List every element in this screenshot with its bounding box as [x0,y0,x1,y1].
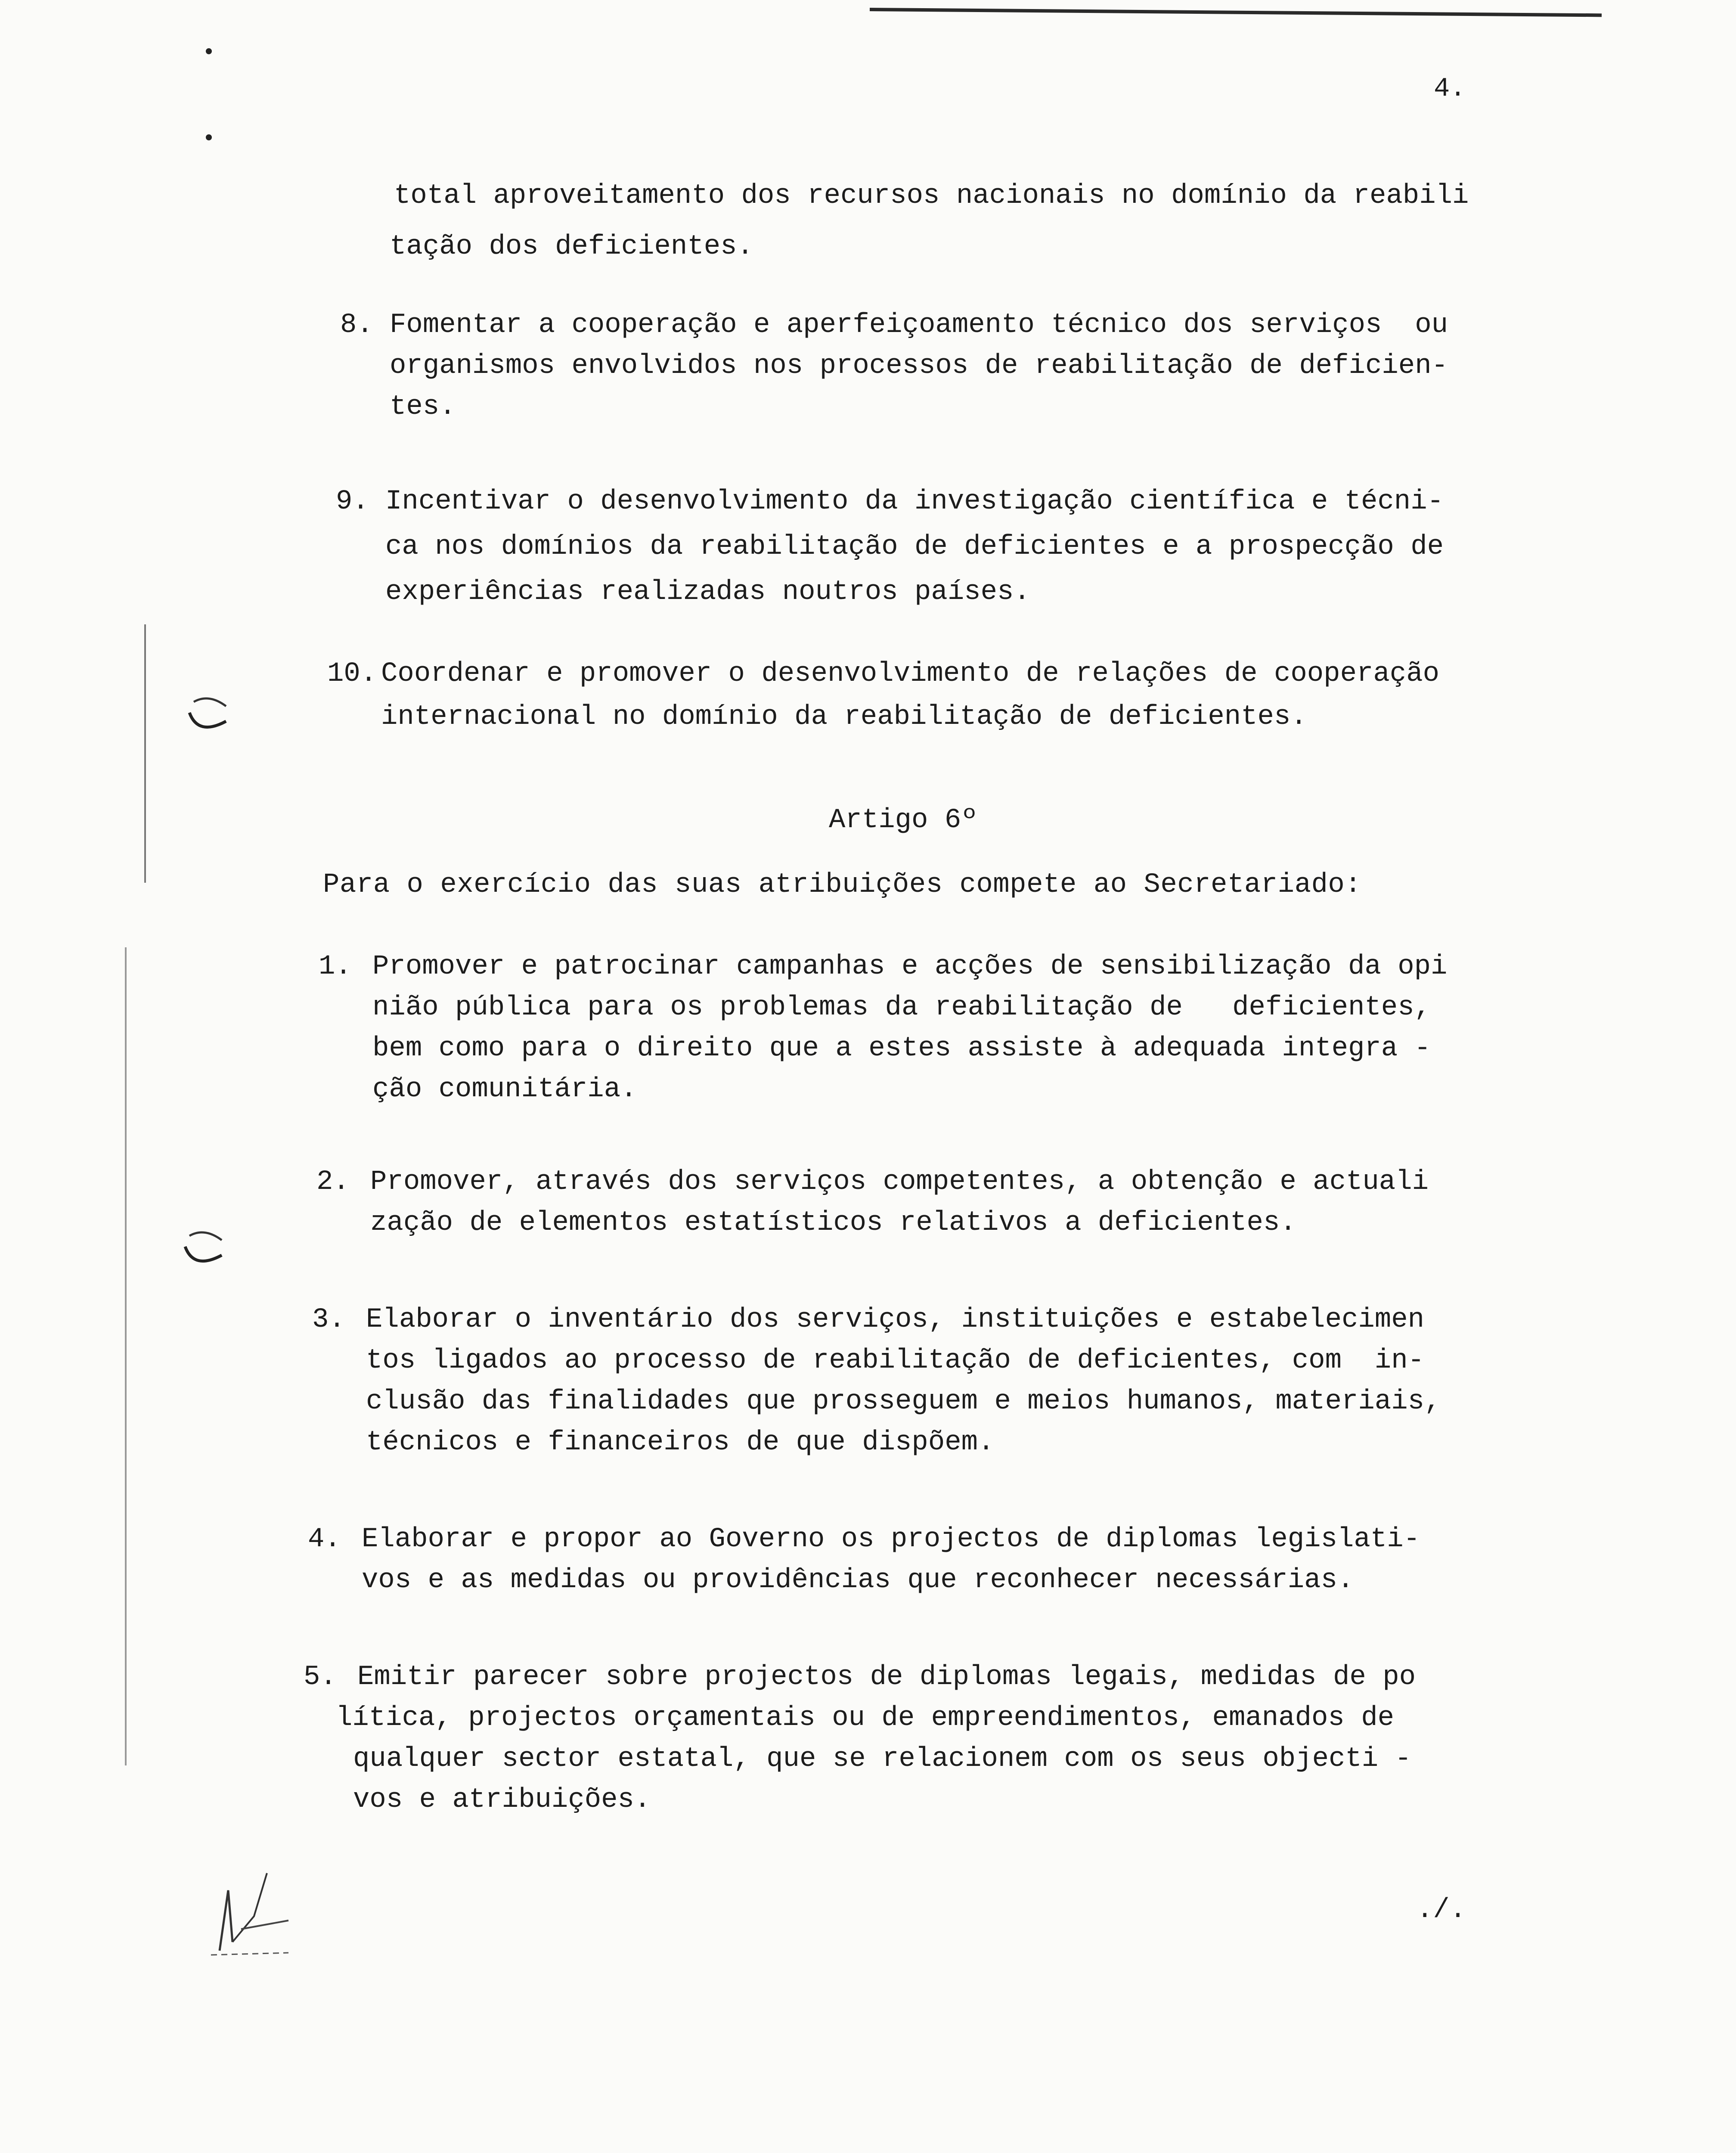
list-item-line: tes. [390,391,456,422]
list-item-number: 9. [336,486,369,517]
list-item-line: Promover e patrocinar campanhas e acções de sensibilização da opi [372,951,1448,982]
list-item-line: experiências realizadas noutros países. [385,577,1030,608]
list-item-line: Elaborar e propor ao Governo os projectos de diplomas legislati- [362,1524,1420,1555]
list-item-line: Promover, através dos serviços competentes, a obtenção e actuali [370,1166,1429,1197]
list-item-line: vos e as medidas ou providências que reconhecer necessárias. [362,1565,1354,1596]
list-item-number: 3. [312,1304,345,1335]
margin-dot [206,48,212,54]
top-rule [870,8,1602,17]
list-item-line: lítica, projectos orçamentais ou de empreendimentos, emanados de [336,1703,1394,1734]
list-item-line: Fomentar a cooperação e aperfeiçoamento técnico dos serviços ou [390,310,1448,341]
list-item-line: organismos envolvidos nos processos de reabilitação de deficien- [390,351,1448,382]
list-item-line: ca nos domínios da reabilitação de deficientes e a prospecção de [385,531,1444,562]
continuation-mark: ./. [1417,1895,1466,1926]
list-item-number: 1. [319,951,352,982]
list-item-line: zação de elementos estatísticos relativos a deficientes. [370,1207,1296,1238]
list-item-line: tos ligados ao processo de reabilitação de deficientes, com in- [366,1345,1424,1376]
list-item-line: clusão das finalidades que prosseguem e meios humanos, materiais, [366,1386,1441,1417]
article-intro: Para o exercício das suas atribuições compete ao Secretariado: [323,869,1362,900]
list-item-line: ção comunitária. [372,1074,637,1105]
list-item-line: qualquer sector estatal, que se relacionem com os seus objecti - [353,1743,1411,1775]
list-item-line: vos e atribuições. [353,1784,651,1815]
list-item-number: 4. [308,1524,341,1555]
margin-line [144,624,146,883]
page-number: 4. [1434,73,1466,104]
article-heading: Artigo 6º [829,805,978,836]
margin-dot [206,134,212,140]
list-item-line: Incentivar o desenvolvimento da investigação científica e técni- [385,486,1444,517]
list-item-number: 8. [340,310,373,341]
punch-hole-icon [185,689,232,736]
list-item-line: Elaborar o inventário dos serviços, instituições e estabelecimen [366,1304,1424,1335]
list-item-line: técnicos e financeiros de que dispõem. [366,1427,995,1458]
list-item-line: Coordenar e promover o desenvolvimento de relações de cooperação [381,658,1439,689]
list-item-line: bem como para o direito que a estes assiste à adequada integra - [372,1033,1431,1064]
list-item-number: 2. [316,1166,350,1197]
list-item-line: Emitir parecer sobre projectos de diplomas legais, medidas de po [357,1662,1416,1693]
list-item-line: nião pública para os problemas da reabilitação de deficientes, [372,992,1431,1023]
intro-line: total aproveitamento dos recursos nacionais no domínio da reabili [394,180,1469,211]
punch-hole-icon [181,1223,228,1270]
margin-line [125,947,127,1765]
intro-line: tação dos deficientes. [390,231,753,262]
list-item-number: 5. [304,1662,337,1693]
list-item-line: internacional no domínio da reabilitação de deficientes. [381,701,1307,732]
list-item-number: 10. [327,658,377,689]
handwritten-initials-icon [202,1864,314,1976]
